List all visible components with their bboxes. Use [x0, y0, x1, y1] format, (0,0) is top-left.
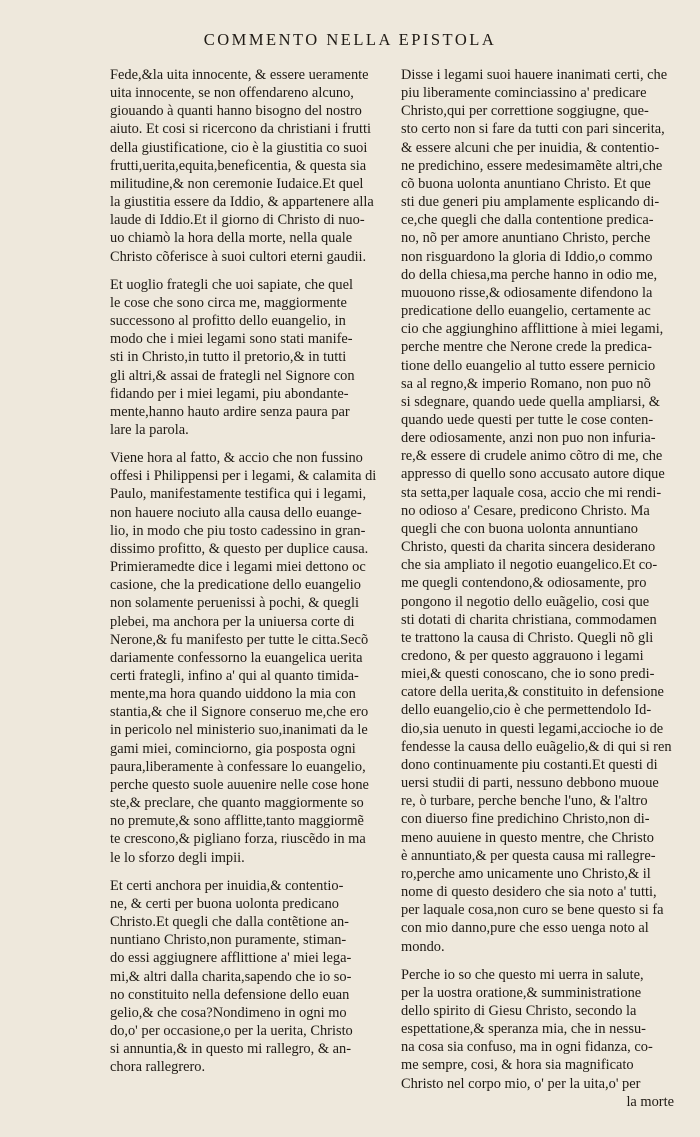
text-line: militudine,& non ceremonie Iudaice.Et quel: [110, 175, 364, 192]
text-line: dello euangelio,cio è che permettendolo Id-: [401, 702, 652, 719]
text-line: te crescono,& pigliano forza, riuscẽdo in ma: [110, 831, 366, 848]
text-line: successono al profitto dello euangelio, in: [110, 313, 346, 330]
text-line: Et certi anchora per inuidia,& contentio-: [110, 877, 344, 894]
text-line: si sdegnare, quando uede quella ampliarsi, &: [401, 393, 660, 410]
text-line: fidando per i miei legami, piu abondante-: [110, 385, 349, 402]
text-line: dere odiosamente, anzi non puo non infuria-: [401, 430, 656, 447]
text-line: sti dotati di charita christiana, commodamen: [401, 611, 657, 628]
text-line: re, ò turbare, perche benche l'uno, & l'altro: [401, 793, 648, 810]
text-line: mente,ma hora quando uiddono la mia con: [110, 686, 356, 703]
text-line: Nerone,& fu manifesto per tutte le citta.Secõ: [110, 631, 369, 648]
text-line: offesi i Philippensi per i legami, & calamita di: [110, 468, 377, 485]
text-line: gli altri,& assai de frategli nel Signore con: [110, 367, 355, 384]
text-line: sto certo non si fare da tutti con pari sincerita,: [401, 121, 665, 138]
text-line: ce,che quegli che dalla contentione predica-: [401, 212, 654, 229]
text-line: uo chiamò la hora della morte, nella quale: [110, 230, 353, 247]
text-line: tione dello euangelio al tutto essere pernicio: [401, 357, 656, 374]
text-line: do della chiesa,ma perche hanno in odio me,: [401, 266, 658, 283]
text-line: stantia,& che il Signore conseruo me,che ero: [110, 704, 369, 721]
text-line: ne predichino, essere medesimamẽte altri,che: [401, 157, 663, 174]
text-line: mi,& altri dalla charita,sapendo che io so-: [110, 968, 352, 985]
text-line: casione, che la predicatione dello euangelio: [110, 577, 361, 594]
text-line: frutti,uerita,equita,beneficentia, & questa sia: [110, 157, 367, 174]
text-line: catore della uerita,& constituito in defensione: [401, 684, 664, 701]
text-line: muouono risse,& odiosamente difendono la: [401, 284, 653, 301]
text-line: cio che aggiunghino afflittione à miei legami,: [401, 321, 664, 338]
text-line: gelio,& che cosa?Nondimeno in ogni mo: [110, 1004, 347, 1021]
text-line: na cosa sia confuso, ma in ogni fidanza, co-: [401, 1039, 653, 1056]
text-line: con mio danno,pure che esso uenga noto al: [401, 920, 649, 937]
text-line: quegli che con buona uolonta annuntiano: [401, 520, 638, 537]
text-line: ne, & certi per buona uolonta predicano: [110, 895, 339, 912]
text-line: certi frategli, infino a' qui al quanto timida-: [110, 668, 359, 684]
text-line: predicatione dello euangelio, certamente ac: [401, 303, 651, 320]
text-line: no, nõ per amore anuntiano Christo, perche: [401, 230, 651, 247]
text-line: pongono il negotio dello euãgelio, cosi que: [401, 593, 650, 610]
text-line: giouando à quanti hanno bisogno del nostro: [110, 103, 362, 120]
text-line: espettatione,& speranza mia, che in nessu-: [401, 1021, 646, 1038]
text-line: con diuerso fine predichino Christo,non di-: [401, 811, 650, 828]
text-line: Christo cõferisce à suoi cultori eterni gaudii.: [110, 248, 367, 265]
catchword: la morte: [626, 1093, 674, 1110]
text-line: paura,liberamente à confessare lo euangelio,: [110, 758, 366, 775]
text-line: perche mentre che Nerone crede la predica-: [401, 339, 652, 356]
text-line: uersi studii di parti, nessuno debbono muoue: [401, 775, 659, 792]
text-line: do,o' per occasione,o per la uerita, Christo: [110, 1022, 353, 1039]
text-line: mente,hanno hauto ardire senza paura par: [110, 403, 350, 420]
text-line: piu liberamente cominciassino a' predicare: [401, 85, 647, 102]
text-line: dono continuamente piu costanti.Et questi di: [401, 756, 658, 773]
text-line: ro,perche amo unicamente uno Christo,& il: [401, 865, 651, 882]
text-line: dissimo profitto, & questo per duplice causa.: [110, 540, 369, 557]
text-line: non risguardono la gloria di Iddio,o commo: [401, 248, 653, 265]
paragraph: [110, 66, 385, 266]
text-line: mondo.: [401, 938, 445, 955]
text-line: credono, & per questo aggrauono i legami: [401, 648, 644, 664]
text-line: nuntiano Christo,non puramente, stiman-: [110, 932, 347, 949]
text-line: appresso di quello sono accusato autore dique: [401, 466, 665, 483]
right-column: [401, 66, 684, 1121]
text-line: lare la parola.: [110, 421, 189, 438]
text-line: modo che i miei legami sono stati manife-: [110, 331, 353, 348]
text-line: sti in Christo,in tutto il pretorio,& in tutti: [110, 349, 347, 366]
text-line: per la uostra oratione,& sumministratione: [401, 984, 642, 1001]
text-line: dariamente confessorno la euangelica uerita: [110, 649, 363, 666]
text-line: che sia ampliato il negotio euangelico.Et co-: [401, 557, 658, 574]
text-line: Et uoglio frategli che uoi sapiate, che quel: [110, 276, 353, 293]
left-column: [110, 66, 385, 1086]
text-line: meno auuiene in questo mentre, che Christo: [401, 829, 654, 846]
text-line: re,& essere di crudele animo cõtro di me, che: [401, 448, 663, 465]
text-line: quando uede questi per tutte le cose conten-: [401, 411, 654, 428]
text-line: ste,& preclare, che quanto maggiormente so: [110, 795, 364, 812]
paragraph: [110, 449, 385, 867]
text-line: cõ buona uolonta anuntiano Christo. Et que: [401, 175, 651, 192]
text-line: me sempre, cosi, & hora sia magnificato: [401, 1057, 634, 1074]
text-line: plebei, ma anchora per la uniuersa corte di: [110, 613, 355, 630]
text-line: della giustificatione, cio è la giustitia co suoi: [110, 139, 368, 156]
text-line: Disse i legami suoi hauere inanimati certi, che: [401, 67, 668, 83]
text-line: sa al regno,& imperio Romano, non puo nõ: [401, 375, 651, 392]
text-line: no constituito nella defensione dello euan: [110, 986, 350, 1003]
paragraph: [110, 276, 385, 439]
text-line: uita innocente, se non offendareno alcuno,: [110, 85, 354, 102]
text-line: Perche io so che questo mi uerra in salute,: [401, 966, 644, 983]
text-line: le lo sforzo degli impii.: [110, 849, 245, 866]
text-line: no premute,& sono afflitte,tanto maggiormẽ: [110, 813, 364, 830]
text-line: non solamente peruenissi à pochi, & quegli: [110, 595, 359, 612]
text-line: Christo.Et quegli che dalla contẽtione an-: [110, 914, 349, 931]
text-line: aiuto. Et cosi si ricercono da christiani i frutti: [110, 121, 371, 138]
text-line: no odioso a' Cesare, predicono Christo. Ma: [401, 502, 650, 519]
text-line: per laquale cosa,non curo se bene questo si fa: [401, 902, 664, 919]
text-line: si annuntia,& in questo mi rallegro, & an-: [110, 1041, 351, 1058]
text-line: & essere alcuni che per inuidia, & contentio-: [401, 139, 660, 156]
text-line: nome di questo desidero che sia noto a' tutti,: [401, 884, 657, 901]
text-line: chora rallegrero.: [110, 1059, 206, 1076]
text-line: lio, in modo che piu tosto cadessino in gran-: [110, 522, 366, 539]
text-line: non hauere nociuto alla causa dello euange-: [110, 504, 362, 521]
text-line: Paulo, manifestamente testifica qui i legami,: [110, 486, 367, 503]
paragraph: [401, 966, 684, 1111]
text-line: me quegli contendono,& odiosamente, pro: [401, 575, 647, 592]
text-line: sta setta,per laquale cosa, accio che mi rendi-: [401, 484, 662, 501]
paragraph: [110, 877, 385, 1077]
text-line: gami miei, cominciorno, gia posposta ogni: [110, 740, 356, 757]
text-line: miei,& questi conoscano, che io sono predi-: [401, 666, 655, 683]
text-line: dio,sia uenuto in questi legami,accioche io de: [401, 720, 664, 737]
text-line: in pericolo nel ministerio suo,inanimati da le: [110, 722, 368, 739]
text-line: la giustitia essere da Iddio, & appartenere alla: [110, 194, 374, 211]
text-line: Christo nel corpo mio, o' per la uita,o' per: [401, 1075, 641, 1092]
text-line: sti due generi piu amplamente esplicando di-: [401, 194, 660, 211]
paragraph: [401, 66, 684, 956]
text-line: te trattono la causa di Christo. Quegli nõ gli: [401, 629, 654, 646]
text-line: dello spirito di Giesu Christo, secondo la: [401, 1002, 637, 1019]
text-line: Primieramedte dice i legami miei dettono oc: [110, 559, 366, 576]
text-line: Christo, questi da charita sincera desiderano: [401, 539, 656, 556]
text-line: le cose che sono circa me, maggiormente: [110, 294, 347, 311]
text-line: Christo,qui per correttione soggiugne, que-: [401, 103, 649, 120]
text-line: fendesse la causa dello euãgelio,& di qui si ren: [401, 738, 672, 755]
text-line: perche questo suole auuenire nelle cose hone: [110, 776, 369, 793]
running-header: COMMENTO NELLA EPISTOLA: [203, 30, 497, 49]
text-line: Fede,&la uita innocente, & essere ueramente: [110, 67, 369, 83]
text-line: laude di Iddio.Et il giorno di Christo di nuo-: [110, 212, 365, 229]
text-line: Viene hora al fatto, & accio che non fussino: [110, 450, 363, 467]
text-line: è annuntiato,& per questa causa mi rallegre-: [401, 847, 656, 864]
text-line: do essi aggiugnere afflittione a' miei lega-: [110, 950, 352, 967]
